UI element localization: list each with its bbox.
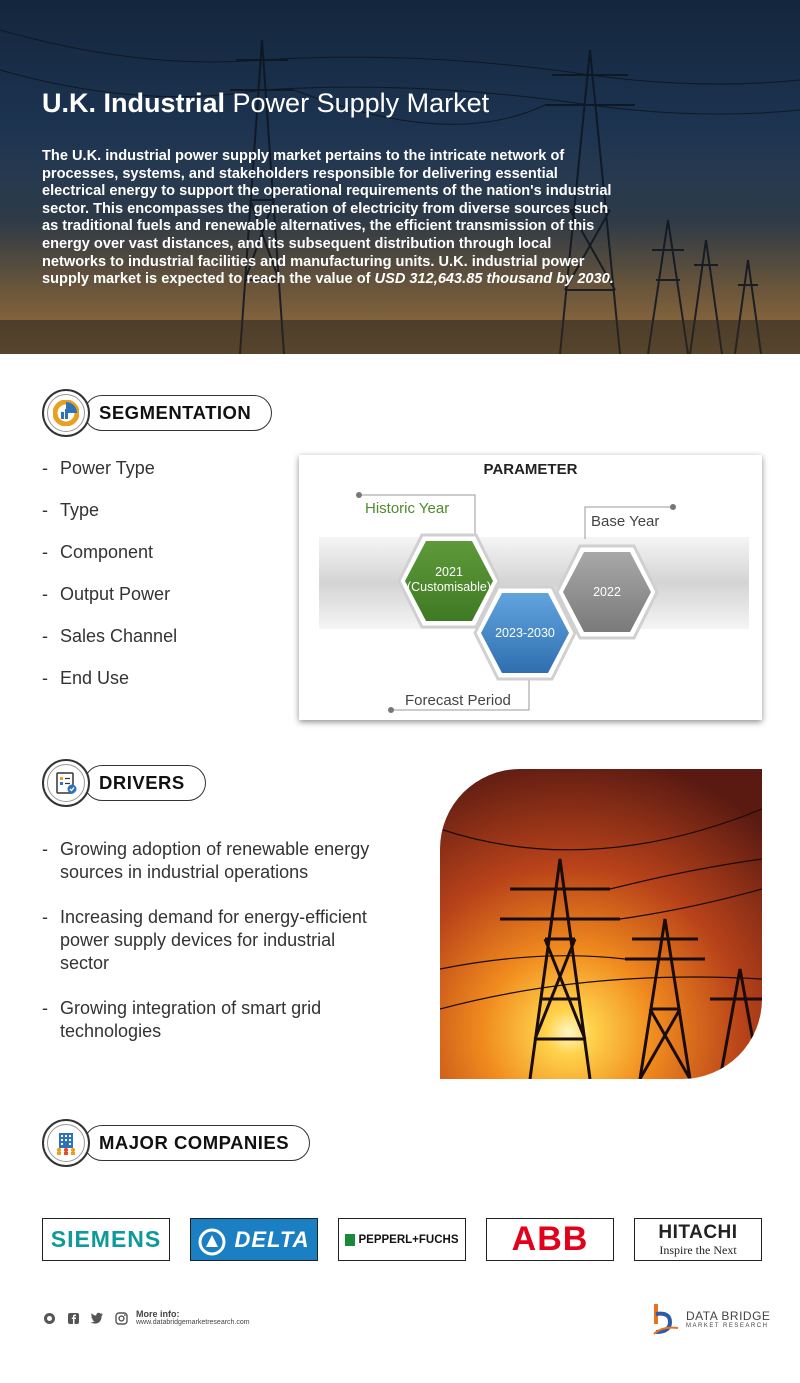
drivers-heading: DRIVERS (84, 765, 206, 801)
historic-year-value: 2021 (435, 565, 463, 579)
hero-banner (0, 0, 800, 354)
parameter-diagram (299, 455, 762, 720)
forecast-value: 2023-2030 (495, 626, 555, 640)
hero-description (42, 148, 614, 289)
pepperl-fuchs-logo-text: PEPPERL+FUCHS (358, 1233, 459, 1246)
company-logos (42, 1218, 762, 1261)
historic-year-label: Historic Year (365, 500, 450, 517)
companies-heading: MAJOR COMPANIES (84, 1125, 310, 1161)
list-item: - Type (42, 500, 177, 542)
segment-label: End Use (60, 668, 130, 688)
brand-subtitle: MARKET RESEARCH (686, 1323, 769, 1329)
abb-logo-text: ABB (511, 1220, 589, 1258)
data-bridge-mark-icon (652, 1302, 682, 1336)
social-icons (42, 1311, 128, 1325)
sunset-power-tower-image (440, 769, 762, 1079)
hero-title-light: Power Supply Market (232, 88, 490, 118)
delta-mark-icon (197, 1227, 227, 1257)
data-bridge-logo (652, 1302, 770, 1336)
office-building-icon (53, 1130, 79, 1156)
more-info (136, 1309, 250, 1326)
list-item: - End Use (42, 668, 177, 710)
report-checklist-icon (53, 770, 79, 796)
forecast-period-label: Forecast Period (405, 692, 511, 709)
hero-title-bold: U.K. Industrial (42, 88, 226, 118)
hitachi-logo-text: HITACHI (658, 1222, 738, 1243)
segmentation-icon-badge (42, 389, 90, 437)
companies-header (42, 1119, 310, 1167)
pie-chart-icon (53, 400, 79, 426)
twitter-icon[interactable] (90, 1311, 104, 1325)
base-year-value: 2022 (593, 585, 621, 599)
drivers-header (42, 759, 206, 807)
segment-label: Type (60, 500, 100, 520)
segment-label: Power Type (60, 458, 155, 478)
base-year-label: Base Year (591, 513, 660, 530)
list-item: - Component (42, 542, 177, 584)
hitachi-logo (634, 1218, 762, 1261)
companies-icon-badge (42, 1119, 90, 1167)
whatsapp-icon[interactable] (42, 1311, 56, 1325)
driver-text: Growing adoption of renewable energy sources in industrial operations (60, 839, 370, 882)
drivers-list (42, 838, 382, 1065)
delta-logo (190, 1218, 318, 1261)
list-item: - Increasing demand for energy-efficient power supply devices for industrial sector (42, 906, 382, 975)
abb-logo (486, 1218, 614, 1261)
facebook-icon[interactable] (66, 1311, 80, 1325)
hero-title (42, 88, 489, 119)
parameter-card (299, 455, 762, 720)
siemens-logo (42, 1218, 170, 1261)
drivers-icon-badge (42, 759, 90, 807)
list-item: - Power Type (42, 458, 177, 500)
delta-logo-text: DELTA (234, 1226, 310, 1252)
driver-text: Growing integration of smart grid technologies (60, 998, 322, 1041)
historic-value (405, 565, 493, 595)
pepperl-fuchs-mark-icon (345, 1234, 355, 1246)
list-item: - Output Power (42, 584, 177, 626)
list-item: - Sales Channel (42, 626, 177, 668)
segmentation-header (42, 389, 272, 437)
list-item: - Growing integration of smart grid technologies (42, 997, 382, 1043)
more-info-label: More info: (136, 1309, 180, 1319)
segment-label: Output Power (60, 584, 171, 604)
segment-label: Component (60, 542, 154, 562)
parameter-title: PARAMETER (483, 461, 578, 478)
hero-highlight: USD 312,643.85 thousand by 2030. (374, 271, 614, 288)
pepperl-fuchs-logo (338, 1218, 466, 1261)
website-link[interactable]: www.databridgemarketresearch.com (136, 1319, 250, 1326)
instagram-icon[interactable] (114, 1311, 128, 1325)
segmentation-heading: SEGMENTATION (84, 395, 272, 431)
list-item: - Growing adoption of renewable energy sources in industrial operations (42, 838, 382, 884)
hero-description-text: The U.K. industrial power supply market pertains to the intricate network of processes, systems, and stakeholders responsible for delivering essential electrical energy to support the operational requirements of the nation's industrial sector. This encompasses the generation of electricity from diverse sources such as traditional fuels and renewable alternatives, the efficient transmission of this energy over vast distances, and its subsequent distribution through local networks to industrial facilities and manufacturing units. U.K. industrial power supply market is expected to reach the value of (42, 148, 612, 288)
hitachi-tagline: Inspire the Next (659, 1243, 737, 1257)
segment-label: Sales Channel (60, 626, 178, 646)
segmentation-list (42, 458, 177, 710)
brand-name: DATA BRIDGE (686, 1309, 771, 1323)
driver-text: Increasing demand for energy-efficient power supply devices for industrial sector (60, 907, 367, 973)
historic-customisable-note: (Customisable) (406, 580, 492, 594)
siemens-logo-text: SIEMENS (50, 1226, 162, 1252)
